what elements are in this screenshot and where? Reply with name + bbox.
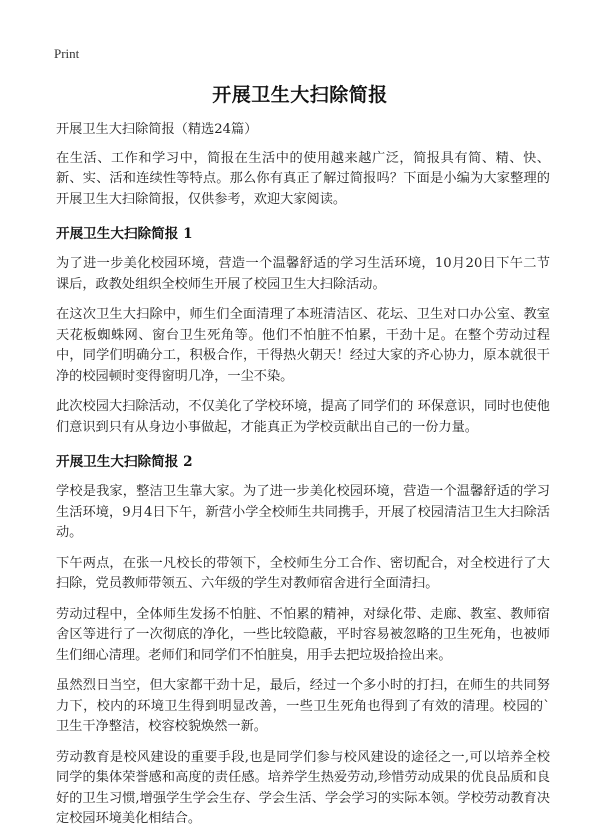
report-section-1: [56, 224, 550, 438]
section-heading: 开展卫生大扫除简报 2: [56, 454, 193, 470]
document-body: [56, 120, 550, 840]
section-paragraph: 在这次卫生大扫除中，师生们全面清理了本班清洁区、花坛、卫生对口办公室、教室天花板蜘蛛网、窗台卫生死角等。他们不怕脏不怕累，干劲十足。在整个劳动过程中，同学们明确分工，积极合作，干得热火朝天！经过大家的齐心协力，原本就很干净的校园顿时变得窗明几净，一尘不染。: [56, 307, 550, 384]
section-paragraph: 此次校园大扫除活动，不仅美化了学校环境，提高了同学们的 环保意识，同时也使他们意识到只有从身边小事做起，才能真正为学校贡献出自己的一份力量。: [56, 399, 550, 435]
print-link[interactable]: Print: [54, 46, 80, 61]
section-paragraph: 为了进一步美化校园环境，营造一个温馨舒适的学习生活环境，10月20日下午二节课后，政教处组织全校师生开展了校园卫生大扫除活动。: [56, 256, 550, 292]
section-heading: 开展卫生大扫除简报 1: [56, 226, 193, 242]
section-paragraph: 虽然烈日当空，但大家都干劲十足，最后，经过一个多小时的打扫，在师生的共同努力下，校内的环境卫生得到明显改善，一些卫生死角也得到了有效的清理。校园的`卫生干净整洁，校容校貌焕然一新。: [56, 678, 550, 734]
intro-paragraph: 在生活、工作和学习中，简报在生活中的使用越来越广泛，简报具有简、精、快、新、实、活和连续性等特点。那么你有真正了解过简报吗？下面是小编为大家整理的开展卫生大扫除简报，仅供参考，欢迎大家阅读。: [56, 150, 550, 207]
section-paragraph: 劳动教育是校风建设的重要手段,也是同学们参与校风建设的途径之一,可以培养全校同学的集体荣誉感和高度的责任感。培养学生热爱劳动,珍惜劳动成果的优良品质和良好的卫生习惯,增强学生学会生存、学会生活、学会学习的实际本领。学校劳动教育决定校园环境美化相结合。: [56, 749, 550, 826]
page-title: 开展卫生大扫除简报: [212, 84, 388, 106]
section-paragraph: 劳动过程中，全体师生发扬不怕脏、不怕累的精神，对绿化带、走廊、教室、教师宿舍区等进行了一次彻底的净化，一些比较隐蔽，平时容易被忽略的卫生死角，也被师生们细心清理。老师们和同学们不怕脏臭，用手去把垃圾拾捡出来。: [56, 606, 550, 663]
section-paragraph: 下午两点，在张一凡校长的带领下，全校师生分工合作、密切配合，对全校进行了大扫除，党员教师带领五、六年级的学生对教师宿舍进行全面清扫。: [56, 555, 550, 591]
section-paragraph: 学校是我家，整洁卫生靠大家。为了进一步美化校园环境，营造一个温馨舒适的学习生活环境，9月4日下午，新营小学全校师生共同携手，开展了校园清洁卫生大扫除活动。: [56, 484, 550, 540]
report-section-2: [56, 452, 550, 830]
document-subtitle: 开展卫生大扫除简报（精选24篇）: [56, 122, 258, 137]
